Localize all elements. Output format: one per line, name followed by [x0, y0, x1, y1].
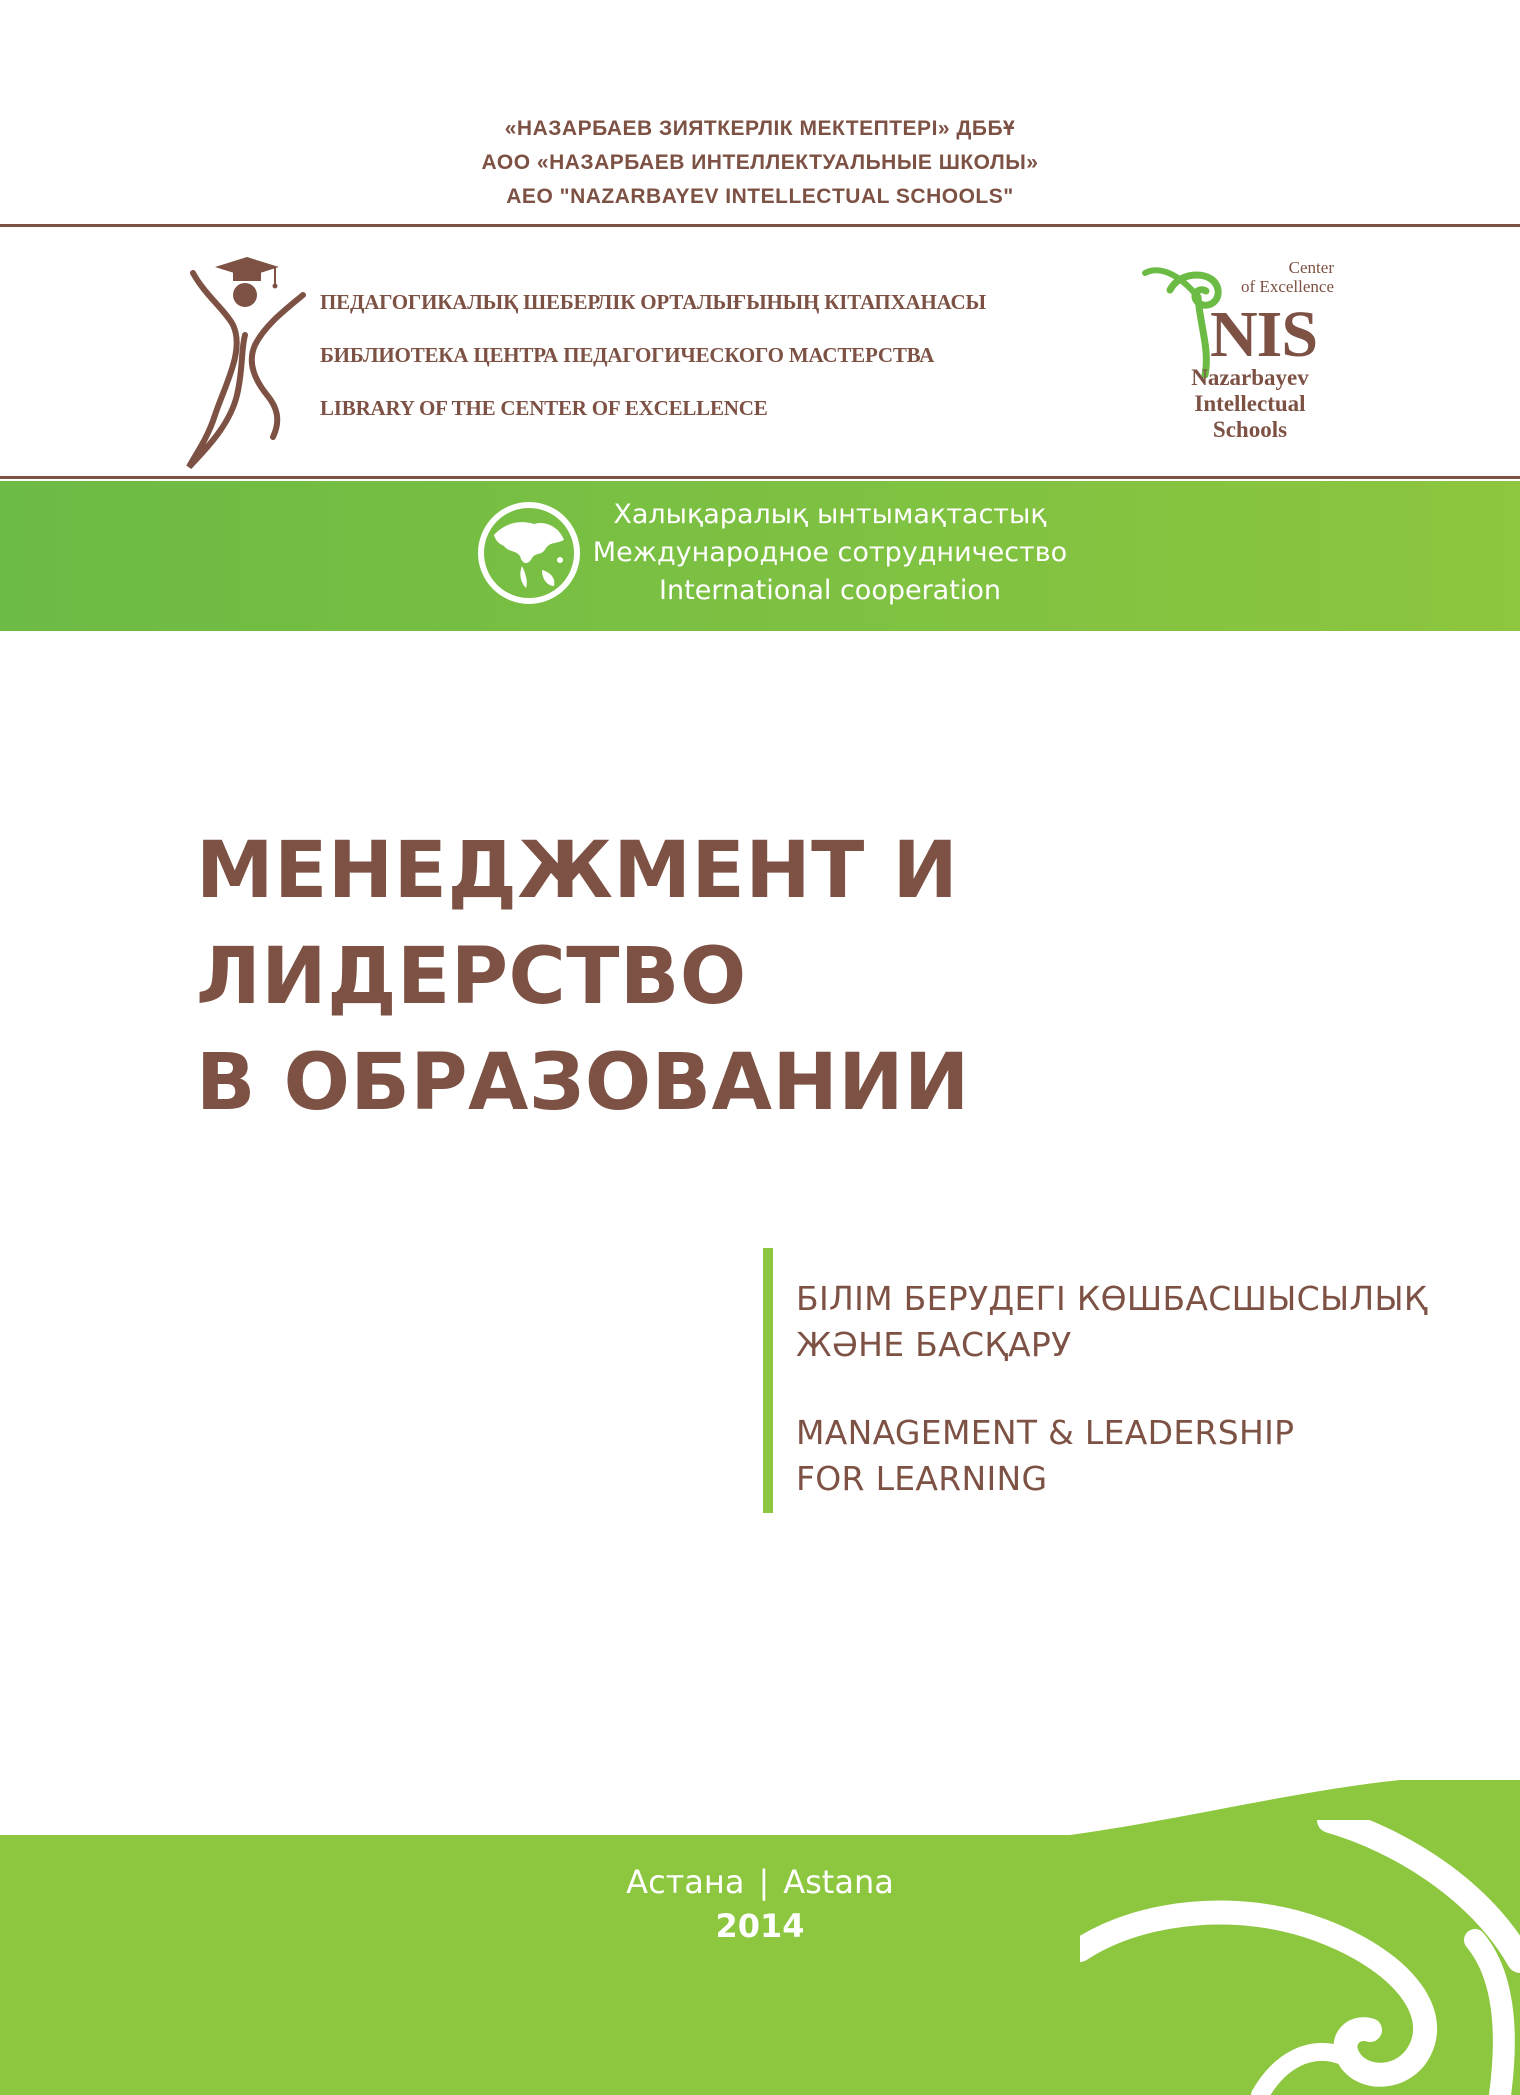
nis-word-schools: Schools	[1212, 417, 1288, 442]
nis-center-line1: Center	[1288, 258, 1334, 277]
subtitle-english-line2: FOR LEARNING	[796, 1459, 1048, 1498]
subtitle-block	[796, 1276, 1428, 1502]
nis-center-line2: of Excellence	[1241, 277, 1334, 296]
main-title-line2: В ОБРАЗОВАНИИ	[196, 1038, 970, 1128]
middle-divider	[0, 476, 1520, 479]
main-title	[196, 818, 1520, 1136]
library-line-kazakh: ПЕДАГОГИКАЛЫҚ ШЕБЕРЛІК ОРТАЛЫҒЫНЫҢ КІТАПХАНАСЫ	[320, 290, 986, 314]
subtitle-kazakh-line1: БІЛІМ БЕРУДЕГІ КӨШБАСШЫСЫЛЫҚ	[796, 1279, 1428, 1318]
main-title-line1: МЕНЕДЖМЕНТ И ЛИДЕРСТВО	[196, 826, 959, 1022]
cooperation-line-kazakh: Халықаралық ынтымақтастық	[613, 499, 1047, 530]
subtitle-accent-bar	[763, 1248, 773, 1513]
org-line-kazakh: «НАЗАРБАЕВ ЗИЯТКЕРЛІК МЕКТЕПТЕРІ» ДББҰ	[504, 117, 1016, 140]
org-line-russian: АОО «НАЗАРБАЕВ ИНТЕЛЛЕКТУАЛЬНЫЕ ШКОЛЫ»	[481, 151, 1039, 174]
library-title-block	[320, 287, 986, 446]
nis-logo-text: NIS	[1210, 298, 1318, 371]
nis-logo-words	[1170, 365, 1330, 443]
library-line-english: LIBRARY OF THE CENTER OF EXCELLENCE	[320, 396, 768, 420]
nis-center-label	[1232, 258, 1334, 296]
city-russian: Астана	[626, 1863, 745, 1901]
top-divider	[0, 224, 1520, 227]
publication-place	[0, 1860, 1520, 1904]
cooperation-text	[560, 496, 1100, 610]
nis-word-intellectual: Intellectual	[1194, 391, 1306, 416]
organization-header	[0, 112, 1520, 214]
subtitle-english-line1: MANAGEMENT & LEADERSHIP	[796, 1413, 1295, 1452]
graduate-person-logo-icon	[185, 255, 310, 470]
publication-year: 2014	[715, 1907, 805, 1945]
cooperation-line-english: International cooperation	[659, 575, 1001, 606]
city-english: Astana	[783, 1863, 894, 1901]
subtitle-kazakh-line2: ЖӘНЕ БАСҚАРУ	[796, 1325, 1072, 1364]
cooperation-line-russian: Международное сотрудничество	[592, 537, 1068, 568]
org-line-english: AEO "NAZARBAYEV INTELLECTUAL SCHOOLS"	[506, 185, 1014, 208]
nis-word-nazarbayev: Nazarbayev	[1191, 365, 1309, 390]
library-line-russian: БИБЛИОТЕКА ЦЕНТРА ПЕДАГОГИЧЕСКОГО МАСТЕРСТВА	[320, 343, 935, 367]
city-separator: |	[758, 1863, 770, 1901]
